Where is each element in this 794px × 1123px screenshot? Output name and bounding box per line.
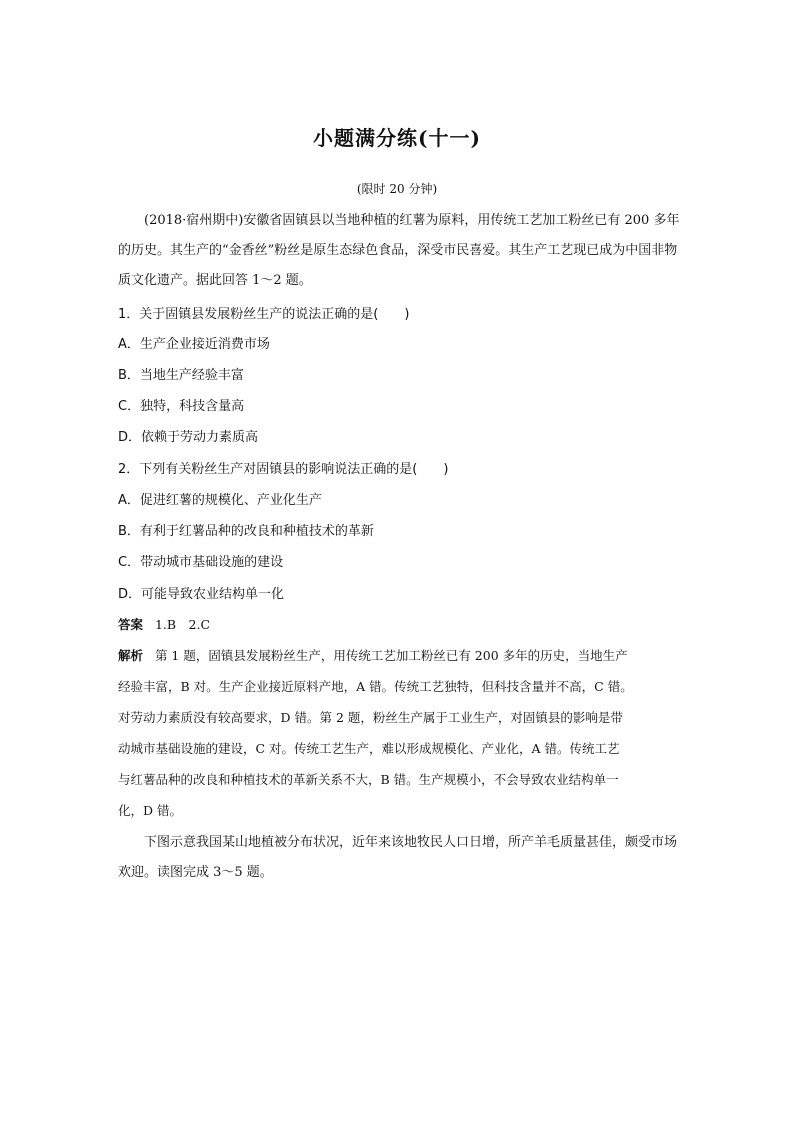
question-2-option-b: B．有利于红薯品种的改良和种植技术的革新	[118, 524, 374, 539]
question-2-option-c: C．带动城市基础设施的建设	[118, 555, 284, 570]
analysis-line-3: 对劳动力素质没有较高要求，D 错。第 2 题，粉丝生产属于工业生产，对固镇县的影响是带	[118, 710, 623, 725]
question-1-option-a: A．生产企业接近消费市场	[118, 337, 270, 352]
answer-label: 答案	[118, 617, 144, 632]
analysis-label: 解析	[118, 648, 144, 663]
answer-value: 1.B 2.C	[154, 617, 211, 632]
time-limit: (限时 20 分钟)	[356, 182, 438, 196]
analysis-text: 第 1 题，固镇县发展粉丝生产，用传统工艺加工粉丝已有 200 多年的历史，当地生产	[154, 648, 628, 663]
question-2-option-a: A．促进红薯的规模化、产业化生产	[118, 493, 322, 508]
question-2-stem: 2．下列有关粉丝生产对固镇县的影响说法正确的是( )	[118, 462, 449, 477]
question-1-option-b: B．当地生产经验丰富	[118, 368, 244, 383]
intro-paragraph-2: 下图示意我国某山地植被分布状况，近年来该地牧民人口日增，所产羊毛质量甚佳，颇受市场欢迎。读图完成 3～5 题。	[118, 835, 678, 880]
question-1-option-d: D．依赖于劳动力素质高	[118, 430, 259, 445]
question-1-option-c: C．独特，科技含量高	[118, 399, 245, 414]
analysis-line-6: 化，D 错。	[118, 803, 182, 818]
question-1-stem: 1．关于固镇县发展粉丝生产的说法正确的是( )	[118, 307, 410, 322]
analysis-line-2: 经验丰富，B 对。生产企业接近原料产地，A 错。传统工艺独特，但科技含量并不高，C 错。	[118, 679, 633, 694]
question-2-option-d: D．可能导致农业结构单一化	[118, 587, 285, 602]
page-title: 小题满分练(十一)	[313, 126, 481, 150]
answer-line	[118, 615, 688, 635]
analysis-line-4: 动城市基础设施的建设，C 对。传统工艺生产，难以形成规模化、产业化，A 错。传统工艺	[118, 741, 620, 756]
intro-paragraph-1: (2018·宿州期中)安徽省固镇县以当地种植的红薯为原料，用传统工艺加工粉丝已有 200 多年的历史。其生产的“金香丝”粉丝是原生态绿色食品，深受市民喜爱。其生产工艺现已成为中国非物质文化遗产。据此回答 1～2 题。	[118, 213, 680, 288]
analysis-line-1	[118, 646, 688, 666]
analysis-line-5: 与红薯品种的改良和种植技术的革新关系不大，B 错。生产规模小，不会导致农业结构单一	[118, 772, 619, 787]
